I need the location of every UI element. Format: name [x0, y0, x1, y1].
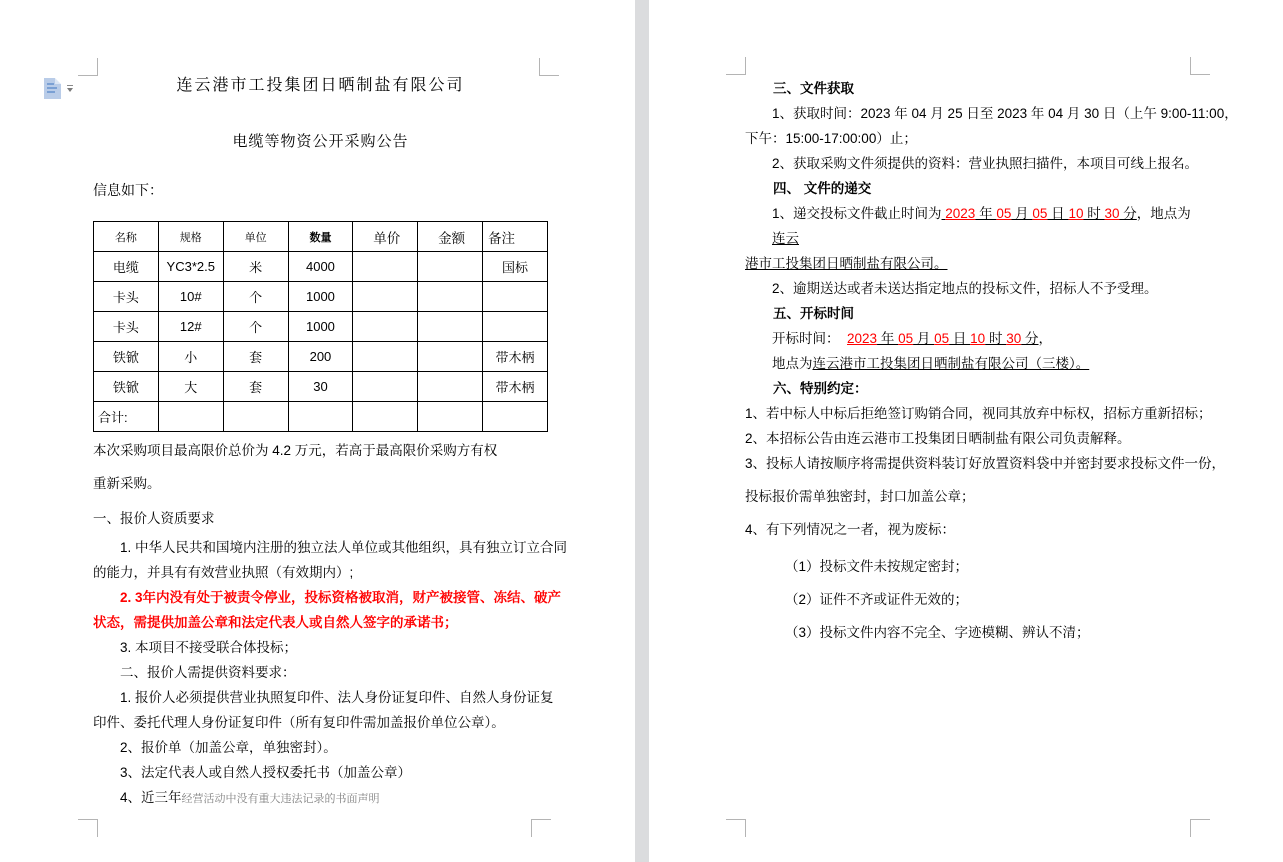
text-line	[745, 484, 1192, 509]
margin-crop-mark	[726, 819, 746, 837]
text-run: 2、本招标公告由连云港市工投集团日晒制盐有限公司负责解释。	[745, 431, 1131, 446]
text-line	[745, 351, 1192, 376]
table-cell	[418, 372, 483, 402]
column-header: 数量	[288, 222, 353, 252]
text-run: 六、特别约定：	[773, 381, 868, 396]
table-cell	[288, 402, 353, 432]
table-cell: 卡头	[94, 312, 159, 342]
margin-crop-mark	[539, 58, 559, 76]
items-table	[93, 221, 548, 432]
text-line	[745, 376, 1192, 401]
text-run: 2、获取采购文件须提供的资料：营业执照扫描件，本项目可线上报名。	[772, 156, 1199, 171]
icon-detail	[47, 83, 54, 85]
text-run: 港市工投集团日晒制盐有限公司。	[745, 256, 948, 271]
table-cell	[353, 252, 418, 282]
paste-options-button[interactable]	[40, 76, 74, 102]
text-run: 2、逾期送达或者未送达指定地点的投标文件，招标人不予受理。	[772, 281, 1158, 296]
icon-detail	[47, 87, 57, 89]
text-run: 05	[996, 206, 1012, 221]
text-run: 地点为	[772, 356, 813, 371]
table-row	[94, 252, 548, 282]
table-cell: 卡头	[94, 282, 159, 312]
text-run: 10	[1068, 206, 1084, 221]
text-line	[93, 560, 548, 585]
text-run: 05	[1032, 206, 1048, 221]
table-cell: YC3*2.5	[158, 252, 223, 282]
text-run: 本次采购项目最高限价总价为 4.2 万元，若高于最高限价采购方有权	[93, 443, 498, 458]
procurement-items-table-container	[93, 221, 548, 432]
page-1-body	[93, 434, 568, 812]
table-header-row	[94, 222, 548, 252]
table-cell	[418, 402, 483, 432]
table-cell	[353, 282, 418, 312]
column-header: 规格	[158, 222, 223, 252]
document-title: 连云港市工投集团日晒制盐有限公司	[176, 77, 465, 94]
text-line	[93, 535, 568, 560]
table-cell	[418, 282, 483, 312]
text-line	[93, 660, 548, 685]
text-line	[93, 610, 548, 635]
text-run: 时	[1083, 206, 1105, 221]
text-run: 月	[913, 331, 935, 346]
text-run: 2. 3年内没有处于被责令停业，投标资格被取消，财产被接管、冻结、破产	[120, 590, 562, 605]
text-run: 月	[1011, 206, 1033, 221]
text-run: 的能力，并具有有效营业执照（有效期内）;	[93, 565, 354, 580]
text-line	[745, 201, 1192, 251]
table-cell: 套	[223, 372, 288, 402]
table-cell	[483, 312, 548, 342]
table-cell	[483, 402, 548, 432]
table-row	[94, 402, 548, 432]
text-run: 连云	[772, 231, 799, 246]
margin-crop-mark	[78, 819, 98, 837]
table-cell: 200	[288, 342, 353, 372]
text-run: 1、递交投标文件截止时间为	[772, 206, 942, 221]
margin-crop-mark	[1190, 57, 1210, 75]
icon-detail	[67, 85, 73, 86]
table-cell: 合计:	[94, 402, 159, 432]
table-cell: 个	[223, 282, 288, 312]
text-line	[745, 517, 1192, 542]
text-run: ，	[1038, 331, 1053, 346]
column-header: 备注	[483, 222, 548, 252]
table-cell: 大	[158, 372, 223, 402]
text-run: 年	[877, 331, 899, 346]
margin-crop-mark	[1190, 819, 1210, 837]
text-line	[93, 760, 548, 785]
text-run: 分	[1119, 206, 1137, 221]
text-run: 2、报价单（加盖公章，单独密封）。	[120, 740, 337, 755]
table-cell: 国标	[483, 252, 548, 282]
icon-detail	[47, 91, 55, 93]
column-header: 金额	[418, 222, 483, 252]
table-cell: 12#	[158, 312, 223, 342]
text-run: 3、法定代表人或自然人授权委托书（加盖公章）	[120, 765, 412, 780]
text-run: 分	[1021, 331, 1039, 346]
text-line	[745, 554, 1192, 579]
text-line	[745, 251, 1192, 276]
table-cell: 个	[223, 312, 288, 342]
table-cell	[353, 372, 418, 402]
text-run: 投标报价需单独密封，封口加盖公章；	[745, 489, 975, 504]
table-row	[94, 282, 548, 312]
table-cell: 小	[158, 342, 223, 372]
text-line	[745, 301, 1192, 326]
column-header: 名称	[94, 222, 159, 252]
paste-options-document-icon	[44, 78, 61, 99]
table-cell: 1000	[288, 312, 353, 342]
text-run: 1. 中华人民共和国境内注册的独立法人单位或其他组织，具有独立订立合同	[120, 540, 568, 555]
table-cell	[418, 252, 483, 282]
text-run: 日	[949, 331, 971, 346]
table-row	[94, 342, 548, 372]
table-cell	[223, 402, 288, 432]
text-line	[93, 785, 548, 812]
table-cell	[483, 282, 548, 312]
text-run: 开标时间：	[772, 331, 848, 346]
text-run: 05	[934, 331, 950, 346]
text-run: 时	[985, 331, 1007, 346]
text-run: 1. 报价人必须提供营业执照复印件、法人身份证复印件、自然人身份证复	[120, 690, 554, 705]
icon-detail	[67, 88, 73, 92]
text-run: 30	[1006, 331, 1022, 346]
page-2-body	[745, 76, 1238, 645]
text-run: 状态，需提供加盖公章和法定代表人或自然人签字的承诺书；	[93, 615, 458, 630]
text-run: 连云港市工投集团日晒制盐有限公司（三楼）。	[812, 356, 1090, 371]
table-cell: 电缆	[94, 252, 159, 282]
table-cell: 米	[223, 252, 288, 282]
text-line	[93, 585, 562, 610]
text-line	[745, 126, 1192, 151]
document-subtitle: 电缆等物资公开采购公告	[232, 133, 409, 150]
table-cell: 铁锨	[94, 342, 159, 372]
margin-crop-mark	[78, 58, 98, 76]
text-line	[93, 506, 548, 531]
table-cell: 10#	[158, 282, 223, 312]
table-cell: 带木柄	[483, 342, 548, 372]
page-fold-icon	[55, 78, 61, 84]
dropdown-arrow-icon[interactable]	[66, 85, 74, 92]
text-run: 4、近三年	[120, 790, 182, 805]
text-run: 1、获取时间：2023 年 04 月 25 日至 2023 年 04 月 30 日（上午 9:00-11:00，	[772, 106, 1238, 121]
text-line	[745, 620, 1192, 645]
text-run: 30	[1104, 206, 1120, 221]
text-run: （2）证件不齐或证件无效的；	[785, 592, 969, 607]
table-cell: 4000	[288, 252, 353, 282]
text-run: 经营活动中没有重大违法记录的书面声明	[181, 793, 380, 805]
text-line	[93, 685, 554, 710]
text-line	[93, 735, 548, 760]
text-run: 05	[898, 331, 914, 346]
text-run: 二、报价人需提供资料要求：	[120, 665, 296, 680]
text-run: 四、 文件的递交	[773, 181, 872, 196]
text-run: 三、文件获取	[773, 81, 854, 96]
text-line	[93, 710, 548, 735]
text-line	[745, 101, 1238, 126]
text-run: 年	[975, 206, 997, 221]
text-line	[745, 151, 1199, 176]
table-cell: 1000	[288, 282, 353, 312]
text-run: 1、若中标人中标后拒绝签订购销合同，视同其放弃中标权，招标方重新招标；	[745, 406, 1212, 421]
text-line	[745, 587, 1192, 612]
table-cell	[353, 402, 418, 432]
text-line	[93, 635, 548, 660]
page-2-content	[745, 76, 1238, 645]
intro-label: 信息如下：	[93, 182, 163, 198]
table-cell	[418, 312, 483, 342]
text-run: 2023	[847, 331, 878, 346]
table-cell: 带木柄	[483, 372, 548, 402]
text-line	[745, 401, 1212, 426]
text-run: （1）投标文件未按规定密封；	[785, 559, 969, 574]
page-1-content	[93, 76, 568, 812]
text-line	[745, 426, 1192, 451]
text-run: 重新采购。	[93, 476, 161, 491]
text-run: 印件、委托代理人身份证复印件（所有复印件需加盖报价单位公章）。	[93, 715, 505, 730]
text-run: （3）投标文件内容不完全、字迹模糊、辨认不清；	[785, 625, 1090, 640]
table-row	[94, 312, 548, 342]
margin-crop-mark	[531, 819, 551, 837]
table-cell: 套	[223, 342, 288, 372]
table-cell: 30	[288, 372, 353, 402]
text-run: 10	[970, 331, 986, 346]
text-run: 日	[1047, 206, 1069, 221]
page-divider	[635, 0, 649, 862]
table-cell	[353, 312, 418, 342]
table-row	[94, 372, 548, 402]
text-line	[745, 276, 1192, 301]
text-line	[745, 451, 1226, 476]
text-run: 3. 本项目不接受联合体投标；	[120, 640, 298, 655]
text-run: 一、报价人资质要求	[93, 511, 215, 526]
column-header: 单位	[223, 222, 288, 252]
table-cell	[158, 402, 223, 432]
text-line	[745, 326, 1192, 351]
table-cell	[418, 342, 483, 372]
margin-crop-mark	[726, 57, 746, 75]
text-line	[93, 434, 548, 467]
text-run: 4、有下列情况之一者，视为废标：	[745, 522, 956, 537]
text-line	[745, 76, 1192, 101]
text-run: ，地点为	[1136, 206, 1191, 221]
text-line	[745, 176, 1192, 201]
text-run: 2023	[945, 206, 976, 221]
table-cell	[353, 342, 418, 372]
column-header: 单价	[353, 222, 418, 252]
text-run: 下午：15:00-17:00:00）止；	[745, 131, 917, 146]
text-line	[93, 467, 548, 500]
table-cell: 铁锨	[94, 372, 159, 402]
text-run: 五、开标时间	[773, 306, 854, 321]
text-run: 3、投标人请按顺序将需提供资料装订好放置资料袋中并密封要求投标文件一份，	[745, 456, 1226, 471]
